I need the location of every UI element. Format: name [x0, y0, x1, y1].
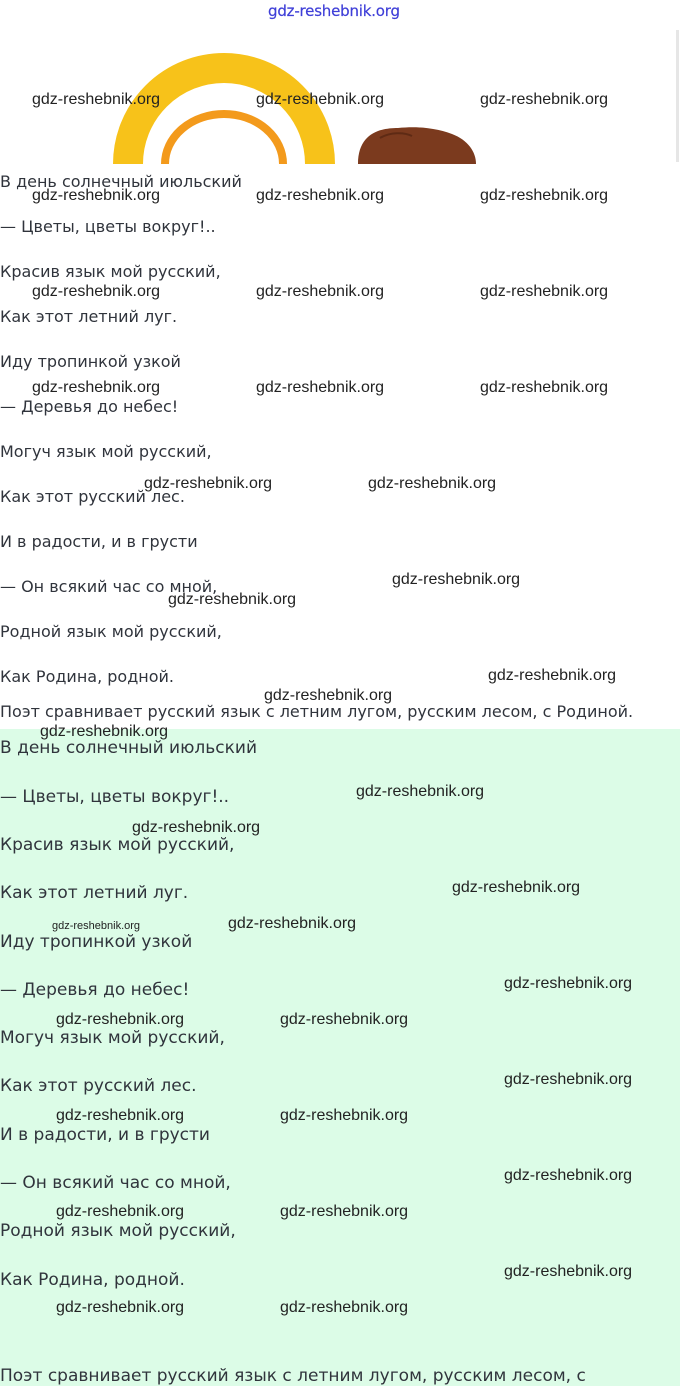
watermark: gdz-reshebnik.org	[392, 571, 521, 588]
watermark: gdz-reshebnik.org	[504, 1263, 633, 1280]
watermark: gdz-reshebnik.org	[480, 187, 609, 204]
sun-and-child-illustration	[0, 0, 680, 164]
watermark: gdz-reshebnik.org	[32, 283, 161, 300]
poem-line: Могуч язык мой русский,	[0, 442, 212, 461]
answer-section	[0, 729, 680, 1386]
watermark: gdz-reshebnik.org	[256, 283, 385, 300]
answer-poem-line: В день солнечный июльский	[0, 738, 257, 758]
watermark: gdz-reshebnik.org	[280, 1299, 409, 1316]
answer-poem-line: И в радости, и в грусти	[0, 1125, 210, 1145]
poem-line: — Цветы, цветы вокруг!..	[0, 217, 216, 236]
sun-inner-arc	[165, 114, 283, 164]
answer-poem-line: Красив язык мой русский,	[0, 835, 235, 855]
answer-poem-line: — Он всякий час со мной,	[0, 1173, 231, 1193]
poem-line: В день солнечный июльский	[0, 172, 242, 191]
watermark: gdz-reshebnik.org	[56, 1203, 185, 1220]
watermark: gdz-reshebnik.org	[56, 1011, 185, 1028]
poem-line: Красив язык мой русский,	[0, 262, 221, 281]
watermark: gdz-reshebnik.org	[52, 920, 141, 932]
watermark: gdz-reshebnik.org	[228, 915, 357, 932]
answer-poem-line: Как этот летний луг.	[0, 883, 189, 903]
watermark: gdz-reshebnik.org	[452, 879, 581, 896]
watermark: gdz-reshebnik.org	[280, 1107, 409, 1124]
poem-line: Иду тропинкой узкой	[0, 352, 181, 371]
watermark: gdz-reshebnik.org	[56, 1299, 185, 1316]
watermark: gdz-reshebnik.org	[40, 723, 169, 740]
watermark: gdz-reshebnik.org	[256, 187, 385, 204]
answer-conclusion-text: Поэт сравнивает русский язык с летним лугом, русским лесом, с	[0, 1366, 586, 1386]
illustration	[0, 0, 680, 164]
watermark: gdz-reshebnik.org	[480, 379, 609, 396]
answer-poem-line: — Деревья до небес!	[0, 980, 190, 1000]
watermark: gdz-reshebnik.org	[32, 379, 161, 396]
watermark: gdz-reshebnik.org	[32, 91, 161, 108]
watermark: gdz-reshebnik.org	[356, 783, 485, 800]
poem-line: И в радости, и в грусти	[0, 532, 198, 551]
poem-line: Как этот летний луг.	[0, 307, 178, 326]
poem-line: — Он всякий час со мной,	[0, 577, 218, 596]
watermark: gdz-reshebnik.org	[280, 1203, 409, 1220]
watermark: gdz-reshebnik.org	[256, 91, 385, 108]
divider-line	[676, 30, 679, 162]
answer-poem-line: Родной язык мой русский,	[0, 1221, 236, 1241]
watermark: gdz-reshebnik.org	[280, 1011, 409, 1028]
watermark: gdz-reshebnik.org	[504, 1167, 633, 1184]
watermark: gdz-reshebnik.org	[56, 1107, 185, 1124]
watermark: gdz-reshebnik.org	[132, 819, 261, 836]
poem-line: Как Родина, родной.	[0, 667, 174, 686]
hair-shape	[358, 127, 476, 164]
conclusion-text: Поэт сравнивает русский язык с летним лугом, русским лесом, с Родиной.	[0, 702, 634, 721]
answer-poem-line: Могуч язык мой русский,	[0, 1028, 225, 1048]
watermark: gdz-reshebnik.org	[480, 283, 609, 300]
watermark: gdz-reshebnik.org	[264, 687, 393, 704]
watermark: gdz-reshebnik.org	[504, 1071, 633, 1088]
poem-line: — Деревья до небес!	[0, 397, 179, 416]
answer-poem-line: Иду тропинкой узкой	[0, 932, 193, 952]
answer-poem-line: Как Родина, родной.	[0, 1270, 185, 1290]
answer-poem-line: Как этот русский лес.	[0, 1076, 197, 1096]
watermark: gdz-reshebnik.org	[168, 591, 297, 608]
watermark: gdz-reshebnik.org	[32, 187, 161, 204]
watermark: gdz-reshebnik.org	[480, 91, 609, 108]
poem-line: Родной язык мой русский,	[0, 622, 222, 641]
site-header-link[interactable]: gdz-reshebnik.org	[268, 2, 400, 20]
watermark: gdz-reshebnik.org	[504, 975, 633, 992]
watermark: gdz-reshebnik.org	[368, 475, 497, 492]
watermark: gdz-reshebnik.org	[256, 379, 385, 396]
poem-line: Как этот русский лес.	[0, 487, 185, 506]
answer-poem-line: — Цветы, цветы вокруг!..	[0, 787, 230, 807]
watermark: gdz-reshebnik.org	[488, 667, 617, 684]
watermark: gdz-reshebnik.org	[144, 475, 273, 492]
